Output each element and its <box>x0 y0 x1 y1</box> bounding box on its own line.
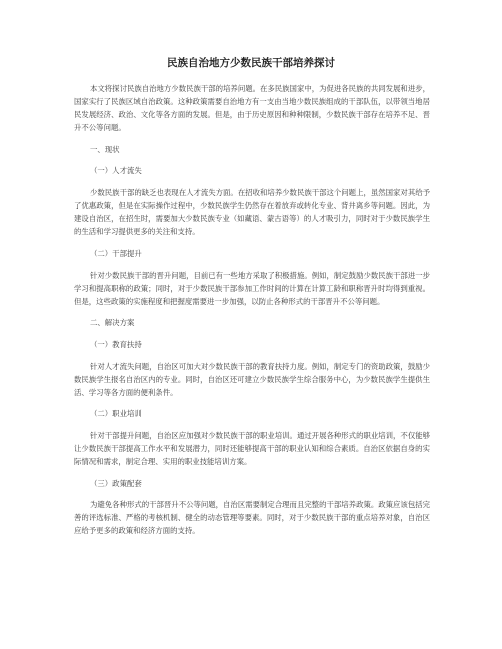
subsection-heading-education: （一）教育扶持 <box>90 339 142 349</box>
paragraph-education: 针对人才流失问题，自治区可加大对少数民族干部的教育扶持力度。例如，制定专门的资助政策，鼓励少数民族学生报名自治区内的专业。同时，自治区还可建立少数民族学生综合服务中心，为少数民族学生提供生活、学习等各方面的便利条件。 <box>74 361 430 397</box>
subsection-heading-policy: （三）政策配套 <box>90 478 142 488</box>
subsection-heading-promotion: （二）干部提升 <box>90 248 142 258</box>
section-heading-solutions: 二、解决方案 <box>90 318 135 328</box>
paragraph-policy: 为避免各种形式的干部晋升不公等问题，自治区需要制定合理而且完整的干部培养政策。政策应该包括完善的评选标准、严格的考核机制、健全的动态管理等要素。同时，对于少数民族干部的重点培养对象，自治区应给予更多的政策和经济方面的支持。 <box>74 500 430 536</box>
paragraph-talent-loss: 少数民族干部的缺乏也表现在人才流失方面。在招收和培养少数民族干部这个问题上，虽然国家对其给予了优惠政策，但是在实际操作过程中，少数民族学生仍然存在着放弃或转化专业、背井离乡等问题。因此，为建设自治区，在招生时，需要加大少数民族专业（如藏语、蒙古语等）的人才吸引力，同时对于少数民族学生的生活和学习提供更多的关注和支持。 <box>74 188 430 237</box>
paragraph-promotion: 针对少数民族干部的晋升问题，目前已有一些地方采取了积极措施。例如，制定鼓励少数民族干部进一步学习和提高职称的政策；同时，对于少数民族干部参加工作时间的计算在计算工龄和职称晋升时均得到重视。但是，这些政策的实施程度和把握度需要进一步加强，以防止各种形式的干部晋升不公等问题。 <box>74 270 430 306</box>
subsection-heading-training: （二）职业培训 <box>90 409 142 419</box>
subsection-heading-talent-loss: （一）人才流失 <box>90 166 142 176</box>
section-heading-status: 一、现状 <box>90 144 120 154</box>
document-body <box>74 82 430 538</box>
document-title: 民族自治地方少数民族干部培养探讨 <box>167 57 335 69</box>
intro-paragraph: 本文将探讨民族自治地方少数民族干部的培养问题。在多民族国家中，为促进各民族的共同发展和进步，国家实行了民族区域自治政策。这种政策需要自治地方有一支由当地少数民族组成的干部队伍，以带领当地居民发展经济、政治、文化等各方面的发展。但是，由于历史原因和种种限制，少数民族干部存在培养不足、晋升不公等问题。 <box>74 84 430 133</box>
paragraph-training: 针对干部提升问题，自治区应加强对少数民族干部的职业培训。通过开展各种形式的职业培训，不仅能够让少数民族干部提高工作水平和发展潜力，同时还能够提高干部的职业认知和综合素质。自治区依据自身的实际情况和需求，制定合理、实用的职业技能培训方案。 <box>74 430 430 467</box>
